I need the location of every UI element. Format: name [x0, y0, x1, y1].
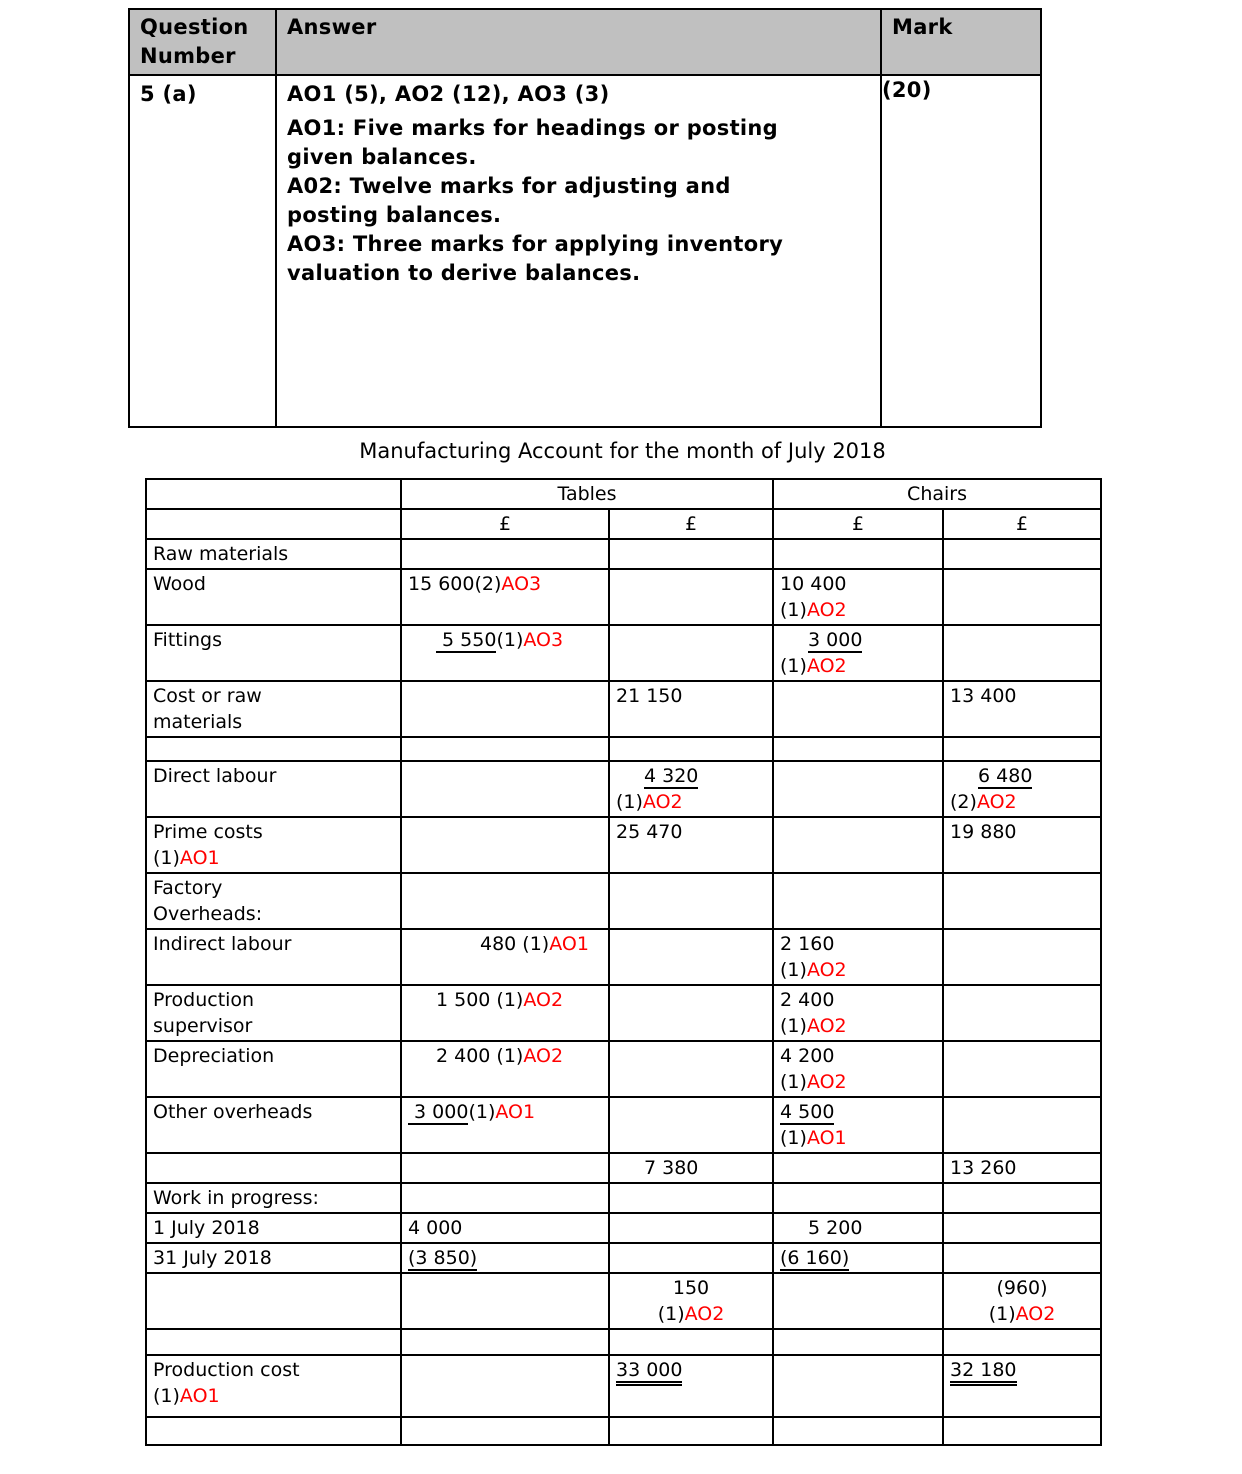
cell-text: (1) [616, 791, 643, 813]
currency-header: £ [943, 509, 1101, 539]
cell-line [408, 627, 602, 653]
row-label-cell [146, 1213, 401, 1243]
mark-scheme-header-row [129, 9, 1041, 75]
cell-line [616, 1155, 766, 1181]
document-page [0, 8, 1242, 1474]
cell-line [780, 957, 936, 983]
cell-line [780, 987, 936, 1013]
amount-cell [943, 1183, 1101, 1213]
account-row [146, 539, 1101, 569]
cell-text: (1) [153, 1385, 180, 1407]
amount-cell [609, 569, 773, 625]
amount-cell [609, 1417, 773, 1445]
cell-line [153, 571, 394, 597]
cell-text: (1) [496, 629, 524, 651]
amount-cell [401, 1213, 609, 1243]
cell-line [408, 1245, 602, 1271]
row-label-cell [146, 1041, 401, 1097]
marking-code: AO2 [523, 1045, 564, 1067]
cell-line [153, 1185, 394, 1211]
currency-header: £ [401, 509, 609, 539]
cell-text: 15 600(2) [408, 573, 502, 595]
amount-cell [401, 1273, 609, 1329]
cell-text: Production [153, 989, 255, 1011]
answer-header: Answer [276, 9, 881, 75]
account-row [146, 985, 1101, 1041]
amount-cell [401, 1153, 609, 1183]
answer-line: AO1: Five marks for headings or posting [287, 116, 778, 140]
cell-line [408, 1099, 602, 1125]
row-label-cell [146, 817, 401, 873]
cell-line [780, 571, 936, 597]
cell-text: 5 200 [808, 1217, 863, 1239]
amount-cell [773, 1243, 943, 1273]
amount-cell [773, 1153, 943, 1183]
cell-text: 19 880 [950, 821, 1017, 843]
marking-code: AO1 [179, 1385, 220, 1407]
cell-line [780, 931, 936, 957]
cell-line [616, 789, 766, 815]
row-label-cell [146, 1355, 401, 1417]
row-label-cell [146, 681, 401, 737]
cell-text: 480 (1) [480, 933, 550, 955]
cell-text: 1 500 (1) [436, 989, 524, 1011]
cell-line [780, 1099, 936, 1125]
cell-text: (3 850) [408, 1247, 478, 1269]
amount-cell [773, 929, 943, 985]
cell-text: 25 470 [616, 821, 683, 843]
cell-line [153, 931, 394, 957]
marking-code: AO1 [179, 847, 220, 869]
cell-text: 4 320 [644, 765, 699, 787]
cell-line [780, 627, 936, 653]
amount-cell [609, 1183, 773, 1213]
amount-cell [773, 1213, 943, 1243]
amount-cell [943, 1355, 1101, 1417]
amount-cell [401, 1183, 609, 1213]
cell-line [950, 819, 1094, 845]
amount-cell [773, 1355, 943, 1417]
amount-cell [401, 1417, 609, 1445]
account-row [146, 1355, 1101, 1417]
cell-line [153, 901, 394, 927]
amount-cell [943, 681, 1101, 737]
chairs-group-header: Chairs [773, 479, 1101, 509]
answer-line: posting balances. [287, 203, 502, 227]
amount-cell [401, 1097, 609, 1153]
amount-cell [401, 681, 609, 737]
row-label-cell [146, 1273, 401, 1329]
mark-scheme-body-row [129, 75, 1041, 427]
amount-cell [943, 1097, 1101, 1153]
row-label-cell [146, 1097, 401, 1153]
cell-line [616, 819, 766, 845]
cell-line [153, 845, 394, 871]
answer-line: AO1 (5), AO2 (12), AO3 (3) [287, 82, 610, 106]
marking-code: AO2 [806, 655, 847, 677]
cell-text: 2 160 [780, 933, 835, 955]
amount-cell [401, 1329, 609, 1355]
amount-cell [773, 1183, 943, 1213]
amount-cell [401, 1041, 609, 1097]
amount-cell [609, 817, 773, 873]
cell-text: Raw materials [153, 543, 289, 565]
cell-line [780, 597, 936, 623]
cell-line [153, 1099, 394, 1125]
marking-code: AO2 [523, 989, 564, 1011]
cell-line [950, 1155, 1094, 1181]
cell-line [780, 1125, 936, 1151]
cell-line [153, 683, 394, 709]
account-row [146, 569, 1101, 625]
cell-text: Overheads: [153, 903, 263, 925]
cell-text: 7 380 [644, 1157, 699, 1179]
amount-cell [401, 539, 609, 569]
marking-code: AO2 [976, 791, 1017, 813]
amount-cell [609, 761, 773, 817]
cell-text: Wood [153, 573, 206, 595]
amount-cell [609, 985, 773, 1041]
answer-line: valuation to derive balances. [287, 261, 641, 285]
account-row [146, 873, 1101, 929]
amount-cell [609, 1041, 773, 1097]
amount-cell [401, 929, 609, 985]
cell-text: (1) [780, 1015, 807, 1037]
amount-cell [773, 817, 943, 873]
cell-text: Fittings [153, 629, 223, 651]
cell-text: Work in progress: [153, 1187, 319, 1209]
marking-code: AO2 [684, 1303, 725, 1325]
marking-code: AO2 [806, 1015, 847, 1037]
amount-cell [401, 625, 609, 681]
amount-cell [943, 1153, 1101, 1183]
amount-cell [773, 1097, 943, 1153]
cell-text: 3 000 [408, 1101, 469, 1123]
marking-code: AO2 [806, 1071, 847, 1093]
account-row [146, 625, 1101, 681]
cell-line [408, 931, 602, 957]
account-row [146, 1417, 1101, 1445]
cell-text: 13 260 [950, 1157, 1017, 1179]
cell-line [950, 1357, 1094, 1383]
cell-text: supervisor [153, 1015, 253, 1037]
cell-text: 21 150 [616, 685, 683, 707]
cell-text: 2 400 [780, 989, 835, 1011]
row-label-cell [146, 1329, 401, 1355]
answer-cell [276, 75, 881, 427]
account-row [146, 1213, 1101, 1243]
cell-text: 13 400 [950, 685, 1017, 707]
row-label-cell [146, 737, 401, 761]
cell-text: 6 480 [978, 765, 1033, 787]
amount-cell [609, 929, 773, 985]
currency-header-row [146, 509, 1101, 539]
amount-cell [401, 1243, 609, 1273]
cell-text: Prime costs [153, 821, 263, 843]
cell-text: (1) [468, 1101, 496, 1123]
cell-line [616, 683, 766, 709]
mark-header: Mark [881, 9, 1041, 75]
marking-code: AO2 [642, 791, 683, 813]
amount-cell [401, 985, 609, 1041]
cell-line [153, 819, 394, 845]
currency-header: £ [609, 509, 773, 539]
answer-line: A02: Twelve marks for adjusting and [287, 174, 731, 198]
marking-code: AO3 [501, 573, 542, 595]
cell-line [616, 1357, 766, 1383]
amount-cell [401, 873, 609, 929]
amount-cell [401, 761, 609, 817]
amount-cell [773, 625, 943, 681]
account-title: Manufacturing Account for the month of July 2018 [359, 439, 886, 463]
row-label-cell [146, 761, 401, 817]
row-label-cell [146, 929, 401, 985]
cell-text: Cost or raw [153, 685, 262, 707]
amount-cell [609, 539, 773, 569]
amount-cell [943, 761, 1101, 817]
amount-cell [943, 873, 1101, 929]
account-row [146, 1097, 1101, 1153]
cell-line [408, 987, 602, 1013]
cell-line [780, 1043, 936, 1069]
amount-cell [773, 985, 943, 1041]
row-label-cell [146, 985, 401, 1041]
account-row [146, 681, 1101, 737]
cell-line [950, 683, 1094, 709]
account-row [146, 737, 1101, 761]
amount-cell [609, 1243, 773, 1273]
account-row [146, 817, 1101, 873]
cell-line [616, 1301, 766, 1327]
cell-text: Indirect labour [153, 933, 292, 955]
question-number-cell: 5 (a) [129, 75, 276, 427]
amount-cell [773, 1329, 943, 1355]
amount-cell [773, 1417, 943, 1445]
account-row [146, 1329, 1101, 1355]
amount-cell [943, 1213, 1101, 1243]
cell-text: (1) [780, 599, 807, 621]
cell-text: Depreciation [153, 1045, 275, 1067]
cell-line [780, 1215, 936, 1241]
row-label-cell [146, 1153, 401, 1183]
account-row [146, 929, 1101, 985]
cell-text: (6 160) [780, 1247, 850, 1269]
account-row [146, 761, 1101, 817]
group-header-row [146, 479, 1101, 509]
cell-text: (1) [780, 1071, 807, 1093]
amount-cell [943, 1243, 1101, 1273]
cell-text: (1) [780, 655, 807, 677]
amount-cell [773, 761, 943, 817]
cell-text: materials [153, 711, 243, 733]
cell-line [153, 1245, 394, 1271]
mark-cell: (20) [881, 75, 1041, 427]
row-label-cell [146, 1417, 401, 1445]
answer-line: AO3: Three marks for applying inventory [287, 232, 784, 256]
cell-text: 2 400 (1) [436, 1045, 524, 1067]
cell-line [153, 1383, 394, 1409]
cell-text: Factory [153, 877, 223, 899]
cell-text: (2) [950, 791, 977, 813]
amount-cell [773, 737, 943, 761]
cell-line [153, 875, 394, 901]
cell-text: 4 500 [780, 1101, 835, 1123]
cell-line [780, 1013, 936, 1039]
account-row [146, 1041, 1101, 1097]
cell-line [950, 1301, 1094, 1327]
cell-text: 150 [672, 1277, 710, 1299]
marking-code: AO2 [806, 959, 847, 981]
tables-group-header: Tables [401, 479, 773, 509]
amount-cell [773, 1273, 943, 1329]
account-row [146, 1273, 1101, 1329]
row-label-cell [146, 873, 401, 929]
answer-line [287, 288, 870, 317]
amount-cell [943, 1329, 1101, 1355]
cell-line [780, 1069, 936, 1095]
amount-cell [609, 1097, 773, 1153]
marking-code: AO1 [495, 1101, 536, 1123]
cell-text: Other overheads [153, 1101, 313, 1123]
cell-line [408, 571, 602, 597]
row-label-cell [146, 625, 401, 681]
amount-cell [943, 817, 1101, 873]
blank-header-cell [146, 479, 401, 509]
cell-text: 10 400 [780, 573, 847, 595]
cell-line [616, 1275, 766, 1301]
amount-cell [609, 1355, 773, 1417]
account-row [146, 1243, 1101, 1273]
amount-cell [609, 1213, 773, 1243]
amount-cell [773, 1041, 943, 1097]
marking-code: AO1 [806, 1127, 847, 1149]
cell-line [153, 987, 394, 1013]
amount-cell [773, 569, 943, 625]
amount-cell [943, 737, 1101, 761]
blank-header-cell [146, 509, 401, 539]
amount-cell [943, 929, 1101, 985]
amount-cell [943, 1417, 1101, 1445]
cell-line [153, 1043, 394, 1069]
cell-line [408, 1043, 602, 1069]
amount-cell [943, 625, 1101, 681]
amount-cell [773, 539, 943, 569]
cell-line [950, 789, 1094, 815]
cell-line [153, 1013, 394, 1039]
cell-text: 3 000 [808, 629, 863, 651]
cell-text: Production cost [153, 1359, 300, 1381]
amount-cell [401, 1355, 609, 1417]
cell-text: 5 550 [436, 629, 497, 651]
mark-scheme-table [128, 8, 1042, 428]
manufacturing-account-table [145, 478, 1102, 1446]
amount-cell [401, 569, 609, 625]
cell-line [950, 763, 1094, 789]
cell-line [408, 1215, 602, 1241]
amount-cell [943, 569, 1101, 625]
amount-cell [609, 737, 773, 761]
marking-code: AO2 [1015, 1303, 1056, 1325]
cell-line [153, 541, 394, 567]
cell-text: 33 000 [616, 1359, 682, 1386]
amount-cell [609, 1273, 773, 1329]
row-label-cell [146, 1243, 401, 1273]
cell-line [153, 627, 394, 653]
cell-line [780, 653, 936, 679]
row-label-cell [146, 539, 401, 569]
amount-cell [943, 985, 1101, 1041]
amount-cell [401, 817, 609, 873]
amount-cell [943, 1041, 1101, 1097]
cell-text: 1 July 2018 [153, 1217, 260, 1239]
question-number-header: Question Number [129, 9, 276, 75]
cell-text: 31 July 2018 [153, 1247, 272, 1269]
account-row [146, 1153, 1101, 1183]
currency-header: £ [773, 509, 943, 539]
cell-text: (1) [153, 847, 180, 869]
amount-cell [401, 737, 609, 761]
amount-cell [943, 539, 1101, 569]
amount-cell [609, 681, 773, 737]
cell-text: (1) [780, 959, 807, 981]
cell-text: 32 180 [950, 1359, 1016, 1386]
cell-line [153, 763, 394, 789]
cell-text: 4 200 [780, 1045, 835, 1067]
cell-text: (1) [988, 1303, 1016, 1325]
cell-line [616, 763, 766, 789]
marking-code: AO2 [806, 599, 847, 621]
amount-cell [773, 681, 943, 737]
amount-cell [609, 873, 773, 929]
row-label-cell [146, 569, 401, 625]
amount-cell [609, 1329, 773, 1355]
amount-cell [609, 1153, 773, 1183]
cell-line [780, 1245, 936, 1271]
row-label-cell [146, 1183, 401, 1213]
cell-text: Direct labour [153, 765, 277, 787]
cell-line [153, 709, 394, 735]
cell-text: (1) [657, 1303, 685, 1325]
cell-text: 4 000 [408, 1217, 463, 1239]
cell-line [950, 1275, 1094, 1301]
marking-code: AO3 [523, 629, 564, 651]
marking-code: AO1 [549, 933, 589, 955]
cell-line [153, 1215, 394, 1241]
answer-line: given balances. [287, 145, 477, 169]
amount-cell [609, 625, 773, 681]
cell-line [153, 1357, 394, 1383]
cell-text: (960) [996, 1277, 1048, 1299]
account-row [146, 1183, 1101, 1213]
cell-text: (1) [780, 1127, 807, 1149]
amount-cell [773, 873, 943, 929]
amount-cell [943, 1273, 1101, 1329]
